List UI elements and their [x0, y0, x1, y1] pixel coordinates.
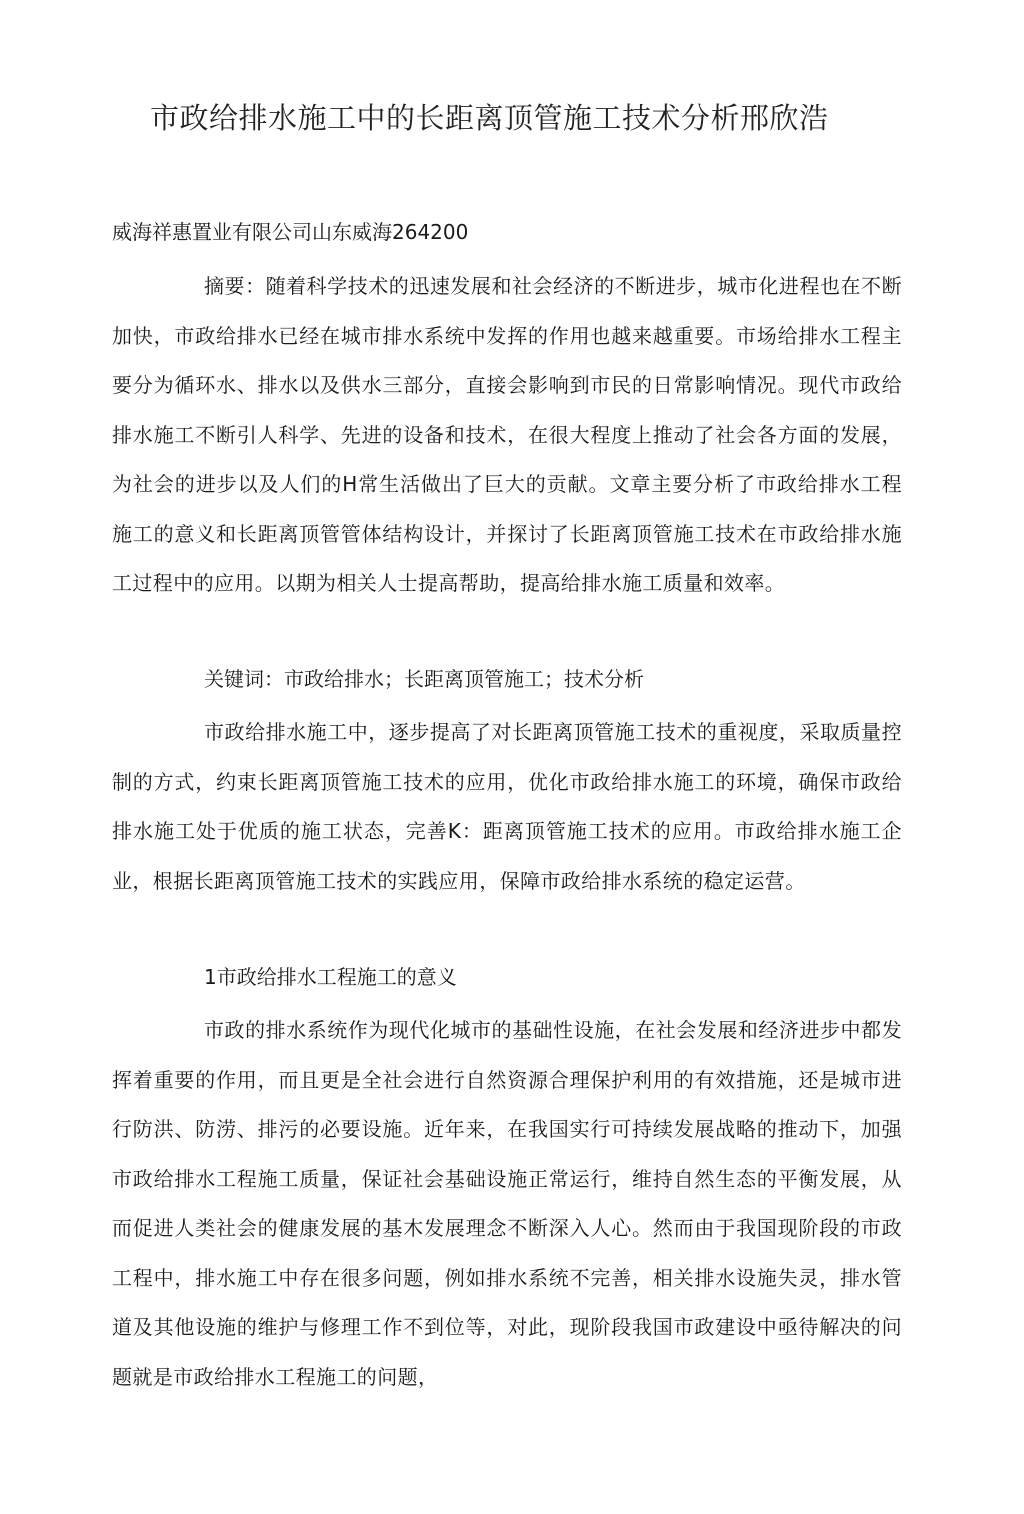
- section-body-paragraph: 市政的排水系统作为现代化城市的基础性设施，在社会发展和经济进步中都发挥着重要的作用，而且更是全社会进行自然资源合理保护利用的有效措施，还是城市进行防洪、防涝、排污的必要设施。近年来，在我国实行可持续发展战略的推动下，加强市政给排水工程施工质量，保证社会基础设施正常运行，维持自然生态的平衡发展，从而促进人类社会的健康发展的基木发展理念不断深入人心。然而由于我国现阶段的市政工程中，排水施工中存在很多问题，例如排水系统不完善，相关排水设施失灵，排水管道及其他设施的维护与修理工作不到位等，对此，现阶段我国市政建设中亟待解决的问题就是市政给排水工程施工的问题，: [112, 1018, 902, 1389]
- intro-paragraph: 市政给排水施工中，逐步提高了对长距离顶管施工技术的重视度，采取质量控制的方式，约束长距离顶管施工技术的应用，优化市政给排水施工的环境，确保市政给排水施工处于优质的施工状态，完善K：距离顶管施工技术的应用。市政给排水施工企业，根据长距离顶管施工技术的实践应用，保障市政给排水系统的稳定运营。: [112, 720, 902, 893]
- author-affiliation: 威海祥惠置业有限公司山东威海264200: [112, 220, 469, 244]
- section-heading: 1市政给排水工程施工的意义: [204, 965, 457, 989]
- abstract-paragraph: 摘要：随着科学技术的迅速发展和社会经济的不断进步，城市化进程也在不断加快，市政给排水已经在城市排水系统中发挥的作用也越来越重要。市场给排水工程主要分为循环水、排水以及供水三部分，直接会影响到市民的日常影响情况。现代市政给排水施工不断引人科学、先进的设备和技术，在很大程度上推动了社会各方面的发展，为社会的进步以及人们的H常生活做出了巨大的贡献。文章主要分析了市政给排水工程施工的意义和长距离顶管管体结构设计，并探讨了长距离顶管施工技术在市政给排水施工过程中的应用。以期为相关人士提高帮助，提高给排水施工质量和效率。: [112, 274, 902, 595]
- keywords-line: 关键词：市政给排水；长距离顶管施工；技术分析: [204, 667, 644, 691]
- document-title: 市政给排水施工中的长距离顶管施工技术分析邢欣浩: [150, 101, 829, 135]
